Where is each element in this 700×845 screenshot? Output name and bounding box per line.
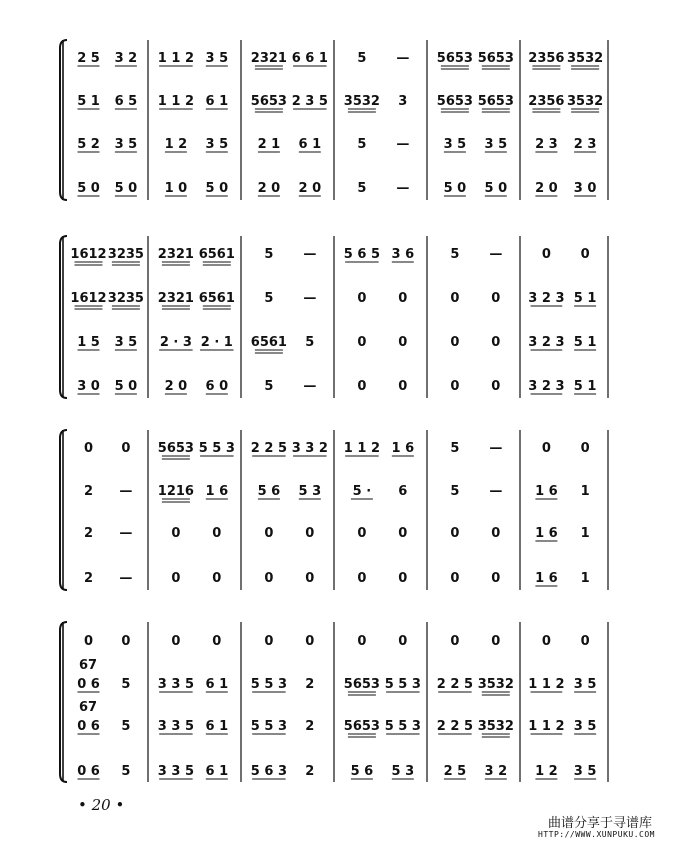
note-group: 3 — [398, 94, 408, 109]
note-group: 0 — [491, 571, 501, 586]
note-group: 6561 — [250, 335, 287, 350]
note-group: 0 — [398, 335, 408, 350]
note-group: 0 — [264, 634, 274, 649]
note-group: 3 0 — [573, 181, 597, 196]
note-group: 3 5 — [484, 137, 508, 152]
note-group: 0 — [83, 441, 94, 456]
note-group: 2 2 5 — [436, 719, 474, 734]
note-group: — — [119, 484, 133, 499]
score-system — [60, 622, 608, 782]
note-group: 0 — [357, 526, 367, 541]
note-group: 1612 — [70, 291, 107, 306]
note-group: 3 0 — [77, 379, 100, 394]
note-group: 0 — [264, 526, 274, 541]
note-group: 1 — [580, 526, 590, 541]
note-group: 3 6 — [391, 247, 415, 262]
note-group: 3 5 — [573, 719, 597, 734]
note-group: 5 — [121, 764, 131, 779]
note-group: 0 — [264, 571, 274, 586]
note-group: 3235 — [107, 247, 144, 262]
note-group: 3 5 — [114, 137, 138, 152]
note-group: 0 — [450, 634, 460, 649]
note-group: 0 — [491, 634, 501, 649]
note-group: 0 — [212, 526, 222, 541]
note-group: 0 — [121, 441, 131, 456]
note-group: 5653 — [436, 94, 473, 109]
note-group: 2321 — [157, 247, 194, 262]
note-group: 1 6 — [205, 484, 229, 499]
note-group: 5 5 3 — [384, 719, 421, 734]
note-group: 0 — [357, 335, 367, 350]
note-group: 2 — [305, 719, 315, 734]
note-group: 5 — [357, 137, 367, 152]
note-group: 3532 — [477, 719, 514, 734]
note-group: 0 — [398, 526, 408, 541]
note-group: 0 6 — [77, 719, 100, 734]
note-group: — — [396, 137, 410, 152]
voice-row — [77, 335, 596, 353]
note-group: 0 — [450, 526, 460, 541]
note-group: 1 — [580, 571, 590, 586]
note-group: 2 5 — [443, 764, 467, 779]
note-group: 6 0 — [205, 379, 229, 394]
note-group: 0 — [491, 335, 501, 350]
voice-row — [77, 658, 596, 695]
note-group: — — [489, 484, 503, 499]
note-group: 3532 — [343, 94, 380, 109]
note-group: 0 — [398, 571, 408, 586]
note-group: 1 1 2 — [157, 51, 195, 66]
note-group: 3 2 3 — [528, 335, 565, 350]
note-group: 5 3 — [391, 764, 415, 779]
note-group: 5 0 — [114, 181, 138, 196]
note-group: 2 1 — [257, 137, 281, 152]
note-group: 5653 — [157, 441, 194, 456]
note-group: 0 — [450, 291, 460, 306]
note-group: 2 · 1 — [200, 335, 233, 350]
note-group: 5 6 — [257, 484, 281, 499]
watermark-title[interactable]: 曲谱分享于寻谱库 — [548, 816, 653, 831]
note-group: 1 0 — [164, 181, 188, 196]
note-group: 2 — [305, 764, 315, 779]
note-group: 6 1 — [205, 719, 229, 734]
note-group: 3 2 — [114, 51, 138, 66]
note-group: 5 — [450, 441, 460, 456]
voice-row — [77, 700, 596, 737]
page-number: • 20 • — [78, 796, 125, 814]
note-group: 3 2 3 — [528, 291, 565, 306]
note-group: 1 6 — [391, 441, 415, 456]
note-group: 5 0 — [443, 181, 467, 196]
note-group: 0 — [357, 379, 367, 394]
note-group: 2 0 — [164, 379, 188, 394]
note-group: 1612 — [70, 247, 107, 262]
note-group: 5 — [264, 379, 274, 394]
note-group: 3 5 — [443, 137, 467, 152]
note-group: 5 0 — [114, 379, 138, 394]
note-group: 3 2 — [484, 764, 508, 779]
voice-row — [84, 526, 590, 541]
note-group: — — [489, 441, 503, 456]
note-group: 5 — [121, 677, 131, 692]
note-group: 2 · 3 — [159, 335, 192, 350]
note-group: 1 6 — [535, 484, 558, 499]
note-group: 0 — [357, 291, 367, 306]
note-group: 5 0 — [77, 181, 100, 196]
note-group: 0 — [491, 291, 501, 306]
note-group: 0 — [580, 634, 590, 649]
note-group: — — [489, 247, 503, 262]
note-group: 0 — [171, 571, 181, 586]
note-group: 3 3 5 — [157, 677, 195, 692]
note-group: 2 — [83, 484, 94, 499]
note-group: 5653 — [343, 677, 380, 692]
note-group: 3 5 — [573, 764, 597, 779]
note-group: 6 — [398, 484, 408, 499]
note-group: 5 — [357, 181, 367, 196]
voice-row — [77, 51, 603, 69]
voice-row — [77, 94, 603, 112]
note-group: 2321 — [250, 51, 287, 66]
note-group: — — [303, 291, 317, 306]
note-group: 5653 — [477, 51, 514, 66]
note-group: 0 — [83, 634, 94, 649]
note-group: 0 — [580, 247, 590, 262]
note-group: 5 0 — [205, 181, 229, 196]
note-group: 0 — [450, 335, 460, 350]
note-group: 1 2 — [164, 137, 188, 152]
note-group: 6 5 — [114, 94, 138, 109]
note-group: 5653 — [436, 51, 473, 66]
score-system — [60, 40, 608, 200]
note-group: 1 6 — [535, 571, 558, 586]
note-group: — — [119, 571, 133, 586]
note-group: 0 — [398, 634, 408, 649]
note-group: 1 1 2 — [528, 677, 565, 692]
note-group: 1 6 — [535, 526, 558, 541]
voice-row — [77, 764, 596, 779]
note-group: 2 0 — [257, 181, 281, 196]
note-group: 0 — [580, 441, 590, 456]
note-group: 2 2 5 — [436, 677, 474, 692]
note-group: 0 — [541, 441, 551, 456]
note-group: 2 3 — [573, 137, 597, 152]
note-group: 5 1 — [77, 94, 100, 109]
note-group: 6 1 — [205, 94, 229, 109]
note-group: 5 — [121, 719, 131, 734]
note-group: 5 2 — [77, 137, 100, 152]
note-group: 0 — [450, 571, 460, 586]
note-group: 5 — [264, 247, 274, 262]
note-group: 5 1 — [573, 335, 597, 350]
note-group: 3 3 2 — [291, 441, 328, 456]
note-group: 5 — [450, 484, 460, 499]
note-group: 5 5 3 — [198, 441, 235, 456]
note-group: 0 — [450, 379, 460, 394]
note-group: 5 — [357, 51, 367, 66]
voice-row — [84, 484, 590, 502]
note-group: 6561 — [198, 247, 235, 262]
note-group: 3235 — [107, 291, 144, 306]
note-group: 3 5 — [114, 335, 138, 350]
note-group: 2321 — [157, 291, 194, 306]
note-group: 0 — [305, 526, 315, 541]
note-group: 2 2 5 — [250, 441, 288, 456]
note-group: 6561 — [198, 291, 235, 306]
note-group: 0 6 — [77, 764, 100, 779]
note-group: — — [303, 247, 317, 262]
note-group: 2356 — [528, 94, 565, 109]
note-group: 0 — [398, 291, 408, 306]
voice-row — [84, 571, 590, 586]
note-group: 1 1 2 — [343, 441, 381, 456]
note-group: 3532 — [567, 51, 604, 66]
note-group: 5 3 — [298, 484, 322, 499]
note-group: 0 6 — [77, 677, 100, 692]
note-group: 0 — [491, 526, 501, 541]
note-group: 3 2 3 — [528, 379, 565, 394]
note-group: 5653 — [477, 94, 514, 109]
watermark-url[interactable]: HTTP://WWW.XUNPUKU.COM — [538, 830, 655, 839]
note-group: 5 5 3 — [250, 719, 288, 734]
note-group: 0 — [212, 634, 222, 649]
note-group: 1 5 — [77, 335, 100, 350]
note-group: 6 1 — [298, 137, 322, 152]
note-group: 0 — [305, 571, 315, 586]
note-group: 0 — [212, 571, 222, 586]
grace-note: 67 — [79, 700, 98, 715]
note-group: 0 — [491, 379, 501, 394]
note-group: 3 5 — [573, 677, 597, 692]
note-group: 2 3 5 — [291, 94, 328, 109]
note-group: 2356 — [528, 51, 565, 66]
note-group: 1 1 2 — [528, 719, 565, 734]
voice-row — [84, 634, 590, 649]
note-group: — — [119, 526, 133, 541]
note-group: 1216 — [157, 484, 194, 499]
voice-row — [77, 379, 596, 394]
note-group: 1 — [580, 484, 590, 499]
note-group: 2 — [305, 677, 315, 692]
note-group: 3 5 — [205, 51, 229, 66]
voice-row — [77, 181, 596, 196]
note-group: 3532 — [477, 677, 514, 692]
note-group: 5 1 — [573, 291, 597, 306]
note-group: 0 — [541, 634, 551, 649]
note-group: 5 6 3 — [250, 764, 288, 779]
note-group: 2 — [83, 571, 94, 586]
note-group: 3532 — [567, 94, 604, 109]
score-system — [60, 236, 608, 398]
note-group: 6 1 — [205, 764, 229, 779]
note-group: 6 6 1 — [291, 51, 328, 66]
note-group: — — [396, 51, 410, 66]
note-group: 5 6 5 — [343, 247, 381, 262]
note-group: 0 — [171, 526, 181, 541]
note-group: 5 · — [352, 484, 372, 499]
note-group: — — [396, 181, 410, 196]
grace-note: 67 — [79, 658, 98, 673]
note-group: 1 2 — [535, 764, 558, 779]
note-group: 6 1 — [205, 677, 229, 692]
note-group: 0 — [357, 571, 367, 586]
note-group: 5653 — [250, 94, 287, 109]
note-group: 5 — [264, 291, 274, 306]
note-group: 2 0 — [535, 181, 558, 196]
note-group: — — [303, 379, 317, 394]
score-system — [60, 430, 608, 590]
note-group: 2 3 — [535, 137, 558, 152]
note-group: 5 — [305, 335, 315, 350]
note-group: 0 — [398, 379, 408, 394]
note-group: 5653 — [343, 719, 380, 734]
note-group: 0 — [305, 634, 315, 649]
note-group: 5 5 3 — [384, 677, 421, 692]
note-group: 5 1 — [573, 379, 597, 394]
note-group: 3 3 5 — [157, 719, 195, 734]
note-group: 2 5 — [77, 51, 100, 66]
voice-row — [77, 137, 596, 152]
note-group: 0 — [541, 247, 551, 262]
voice-row — [84, 441, 590, 459]
note-group: 5 6 — [350, 764, 374, 779]
note-group: 3 3 5 — [157, 764, 195, 779]
note-group: 5 — [450, 247, 460, 262]
note-group: 2 — [83, 526, 94, 541]
note-group: 0 — [357, 634, 367, 649]
note-group: 0 — [171, 634, 181, 649]
note-group: 2 0 — [298, 181, 322, 196]
note-group: 5 5 3 — [250, 677, 288, 692]
note-group: 3 5 — [205, 137, 229, 152]
note-group: 5 0 — [484, 181, 508, 196]
note-group: 0 — [121, 634, 131, 649]
note-group: 1 1 2 — [157, 94, 195, 109]
